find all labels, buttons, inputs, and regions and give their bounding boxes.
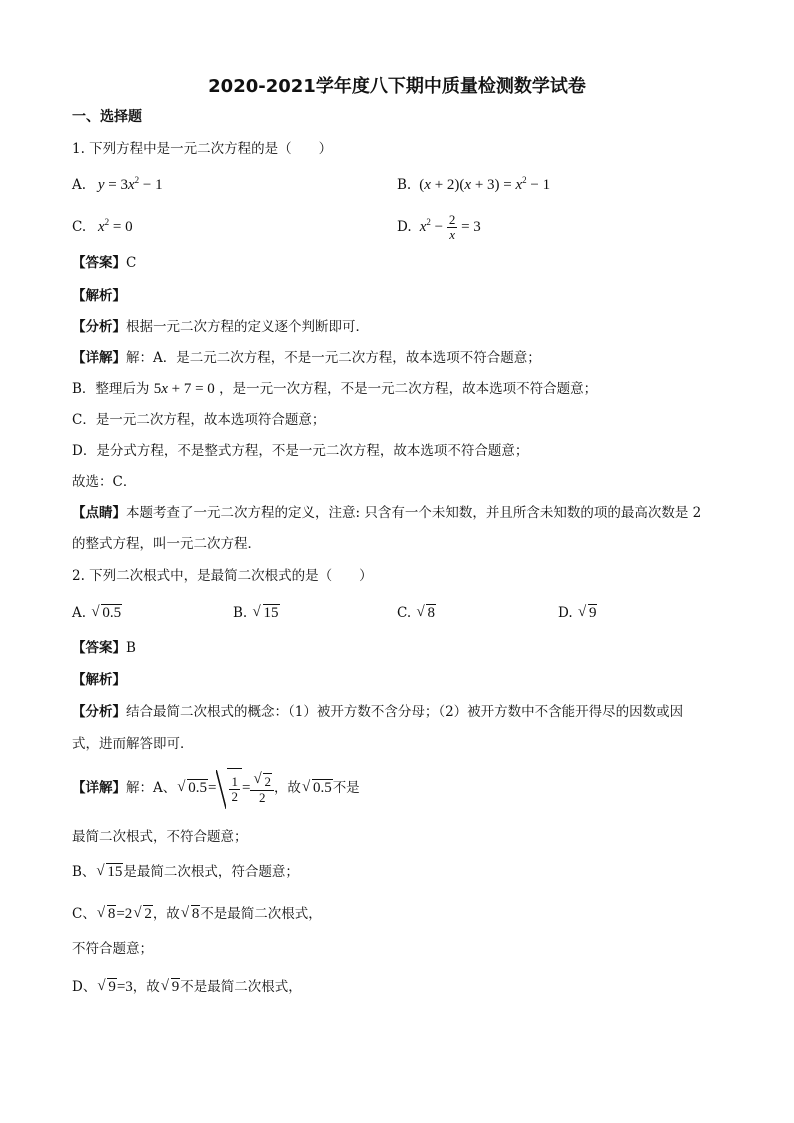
q2-option-b-radicand: 15 — [263, 605, 279, 621]
q2-detail-c-pre: C、 — [72, 906, 96, 922]
q2-detail-d-sqrt: √ 9 — [162, 978, 181, 996]
q2-detail-a-2: 最简二次根式，不符合题意； — [72, 829, 248, 845]
q2-analysis-tag: 【解析】 — [72, 672, 126, 688]
q1-option-c-label: C. — [72, 219, 87, 235]
q2-detail-a-formula: √ 0.5= $\frac{1}{2}$ = √ $\frac{2}{2}$ — [176, 780, 274, 796]
q1-option-a[interactable] — [72, 176, 163, 194]
q2-detail-d-mid: ，故 — [132, 979, 160, 995]
q1-comment-1 — [72, 504, 701, 522]
q2-fenxi-1-text: 结合最简二次根式的概念：（1）被开方数不含分母；（2）被开方数中不含能开得尽的因数或因 — [126, 704, 684, 720]
q2-answer-line — [72, 639, 136, 657]
q2-option-c-sqrt — [417, 604, 436, 622]
q1-choice: 故选：C． — [72, 474, 137, 490]
q1-fenxi-text: 根据一元二次方程的定义逐个判断即可． — [126, 319, 369, 335]
q2-detail-tag: 【详解】 — [72, 780, 126, 796]
q2-option-c-radicand: 8 — [427, 605, 435, 621]
q2-detail-b-pre: B、 — [72, 864, 96, 880]
q1-detail-tag: 【详解】 — [72, 350, 126, 366]
q2-fenxi-2: 式，进而解答即可． — [72, 736, 194, 752]
q2-detail-c-2: 不符合题意； — [72, 941, 153, 957]
q1-option-d[interactable] — [397, 208, 481, 246]
q1-option-c-formula: $x^2 = 0$ — [97, 217, 133, 235]
q1-option-d-formula: $x^2$ − $\frac{2}{x}$ = 3 — [419, 212, 481, 243]
q2-option-a-label: A. — [72, 605, 87, 621]
q2-option-a[interactable] — [72, 604, 122, 622]
q2-option-d-sqrt — [579, 604, 598, 622]
q2-option-d-radicand: 9 — [588, 605, 597, 621]
q2-detail-d-formula: √ 9=3 — [96, 979, 132, 995]
q2-detail-a — [72, 768, 360, 809]
q2-option-b-label: B. — [233, 605, 248, 621]
q1-option-b-formula: $(x + 2)(x + 3) = x^2 - 1$ — [415, 175, 551, 193]
q2-option-a-sqrt — [92, 604, 122, 622]
q1-answer: C — [126, 255, 137, 271]
q2-option-d-label: D. — [558, 605, 573, 621]
q2-fenxi-tag: 【分析】 — [72, 704, 126, 720]
q2-answer: B — [126, 640, 136, 656]
q1-fenxi — [72, 318, 369, 336]
q2-option-d[interactable] — [558, 604, 597, 622]
q1-detail-b-pre: B．整理后为 — [72, 381, 150, 397]
q2-detail-a-post: 不是 — [332, 780, 360, 796]
q1-option-b[interactable] — [397, 176, 550, 194]
q1-detail-c: C．是一元二次方程，故本选项符合题意； — [72, 412, 326, 428]
q2-option-b[interactable] — [233, 604, 280, 622]
q1-option-b-label: B. — [397, 177, 412, 193]
q2-option-b-sqrt — [254, 604, 280, 622]
q1-option-c[interactable] — [72, 218, 133, 236]
q2-detail-b-sqrt: √ 15 — [97, 863, 123, 881]
q1-detail-a-text: 解：A．是二元二次方程，不是一元二次方程，故本选项不符合题意； — [126, 350, 541, 366]
q1-analysis-tag: 【解析】 — [72, 288, 126, 304]
q2-option-c-label: C. — [397, 605, 412, 621]
q1-answer-tag: 【答案】 — [72, 255, 126, 271]
q2-detail-b — [72, 863, 299, 881]
q1-detail-b-formula: 5x + 7 = 0 — [153, 381, 215, 397]
q2-fenxi-1 — [72, 703, 683, 721]
q2-answer-tag: 【答案】 — [72, 640, 126, 656]
q2-detail-a-mid: ，故 — [273, 780, 301, 796]
q1-fenxi-tag: 【分析】 — [72, 319, 126, 335]
q2-detail-d — [72, 978, 302, 996]
q2-option-a-radicand: 0.5 — [102, 605, 122, 621]
q1-detail-d: D．是分式方程，不是整式方程，不是一元二次方程，故本选项不符合题意； — [72, 443, 529, 459]
section-heading: 一、选择题 — [72, 109, 142, 125]
q1-option-d-label: D. — [397, 219, 412, 235]
q2-detail-c-formula: √ 8=2√ 2 — [96, 906, 153, 922]
q2-detail-c-mid: ，故 — [152, 906, 180, 922]
question-2-stem: 2. 下列二次根式中，是最简二次根式的是（ ） — [72, 568, 373, 584]
q2-detail-b-post: 是最简二次根式，符合题意； — [123, 864, 299, 880]
question-1-stem: 1. 下列方程中是一元二次方程的是（ ） — [72, 141, 333, 157]
q2-detail-d-pre: D、 — [72, 979, 97, 995]
q2-detail-a-pre: 解：A、 — [126, 780, 177, 796]
q1-comment-1-text: 本题考查了一元二次方程的定义，注意: 只含有一个未知数，并且所含未知数的项的最高次数是 2 — [126, 505, 702, 521]
q2-detail-c-sqrt: √ 8 — [182, 905, 201, 923]
q1-detail-b — [72, 380, 597, 398]
q1-comment-tag: 【点睛】 — [72, 505, 126, 521]
q2-option-c[interactable] — [397, 604, 436, 622]
page-title: 2020-2021学年度八下期中质量检测数学试卷 — [208, 76, 586, 97]
q2-detail-d-post: 不是最简二次根式， — [180, 979, 302, 995]
q2-detail-c-post: 不是最简二次根式， — [200, 906, 322, 922]
q1-answer-line — [72, 254, 136, 272]
q1-option-a-label: A. — [72, 177, 87, 193]
q1-detail-a — [72, 349, 541, 367]
q2-detail-a-sqrt: √ 0.5 — [303, 768, 333, 808]
q1-comment-2: 的整式方程，叫一元二次方程． — [72, 536, 261, 552]
q2-detail-c — [72, 905, 322, 923]
q1-option-a-formula: $y = 3x^2 - 1$ — [97, 175, 163, 193]
q1-detail-b-post: ，是一元一次方程，不是一元二次方程，故本选项不符合题意； — [219, 381, 598, 397]
